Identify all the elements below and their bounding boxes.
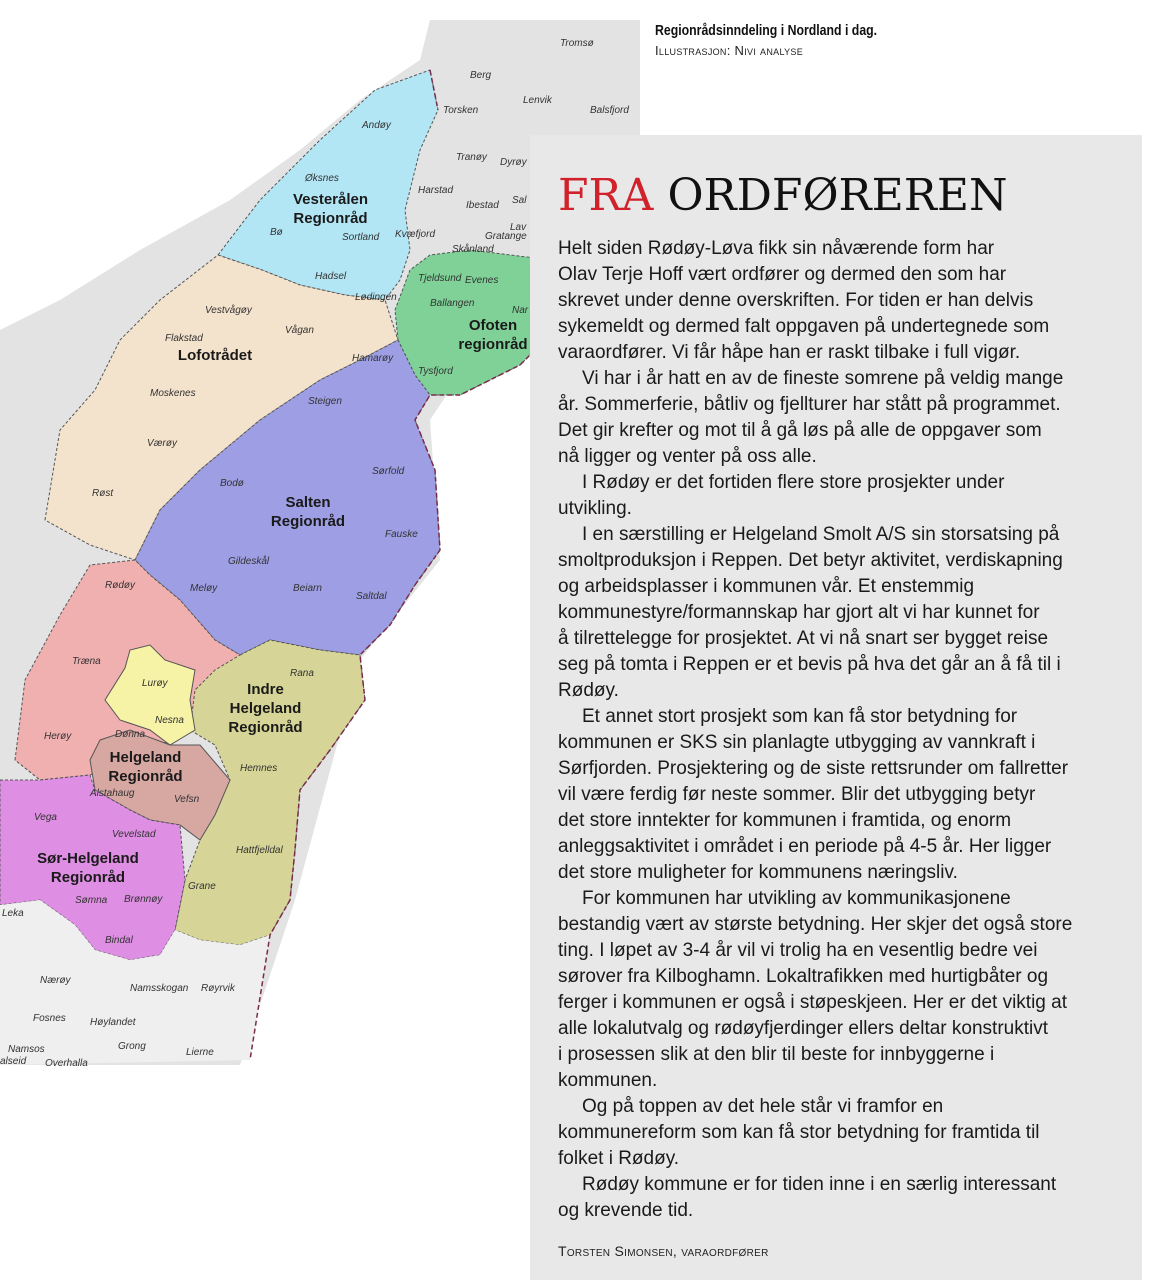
region-label-salten: Salten Regionråd	[270, 494, 346, 530]
article-line: Et annet stort prosjekt som kan få stor betydning for	[582, 706, 1018, 727]
map-caption	[655, 22, 1135, 58]
article-line: det store inntekter for kommunen i framtida, og enorm	[558, 810, 1012, 831]
place-label: Meløy	[190, 583, 218, 594]
article-line: og arbeidsplasser i kommunen vår. Et enstemmig	[558, 576, 975, 597]
place-label: Steigen	[308, 396, 342, 407]
article-line: kommunen.	[558, 1070, 658, 1091]
place-label: Harstad	[418, 185, 454, 196]
place-label: Vega	[34, 812, 57, 823]
place-label: Høylandet	[90, 1017, 136, 1028]
place-label: alseid	[0, 1056, 27, 1067]
caption-credit: Illustrasjon: Nivi analyse	[655, 43, 804, 58]
article-body	[558, 236, 1128, 1224]
article-line: kommunestyre/formannskap har gjort alt vi har kunnet for	[558, 602, 1040, 623]
place-label: Lenvik	[523, 95, 552, 106]
place-label: Lødingen	[355, 292, 397, 303]
article-line: For kommunen har utvikling av kommunikasjonene	[582, 888, 1011, 909]
place-label: Tjeldsund	[418, 273, 462, 284]
place-label: Overhalla	[45, 1058, 88, 1069]
article-line: ferger i kommunen er også i støpeskjeen. Her er det viktig at	[558, 992, 1068, 1013]
heading-accent: FRA	[558, 170, 654, 221]
place-label: Grong	[118, 1041, 146, 1052]
article-line: kommunen er SKS sin planlagte utbygging av vannkraft i	[558, 732, 1036, 753]
place-label: Flakstad	[165, 333, 203, 344]
article-line: Helt siden Rødøy-Løva fikk sin nåværende form har	[558, 238, 995, 259]
place-label: Træna	[72, 656, 101, 667]
place-label: Dyrøy	[500, 157, 527, 168]
region-label-vesteralen: Vesterålen Regionråd	[292, 191, 369, 227]
place-label: Øksnes	[305, 173, 339, 184]
place-label: Bindal	[105, 935, 133, 946]
article-line: i prosessen slik at den blir til beste for innbyggerne i	[558, 1044, 995, 1065]
place-label: Leka	[2, 908, 24, 919]
region-label-lofoten: Lofotrådet	[177, 347, 253, 364]
place-label: Røst	[92, 488, 114, 499]
article-line: varaordfører. Vi får håpe han er raskt tilbake i full vigør.	[558, 342, 1021, 363]
article-line: kommunereform som kan få stor betydning for framtida til	[558, 1122, 1040, 1143]
place-label: Vestvågøy	[205, 305, 252, 316]
place-label: Namsskogan	[130, 983, 189, 994]
place-label: Ballangen	[430, 298, 475, 309]
place-label: Dønna	[115, 729, 146, 740]
place-label: Sørfold	[372, 466, 405, 477]
place-label: Vevelstad	[112, 829, 156, 840]
region-label-helgeland: Helgeland Regionråd	[108, 749, 183, 785]
place-label: Lierne	[186, 1047, 214, 1058]
article-line: nå ligger og venter på oss alle.	[558, 446, 817, 467]
article-line: skrevet under denne overskriften. For tiden er han delvis	[558, 290, 1034, 311]
place-label: Vefsn	[174, 794, 200, 805]
place-label: Alstahaug	[90, 788, 135, 799]
place-label: Rødøy	[105, 580, 135, 591]
place-label: Vågan	[285, 325, 314, 336]
article-line: Og på toppen av det hele står vi framfor en	[582, 1096, 944, 1117]
place-label: Kvæfjord	[395, 229, 436, 240]
article-line: alle lokalutvalg og rødøyfjerdinger ellers deltar konstruktivt	[558, 1018, 1048, 1039]
article-line: Det gir krefter og mot til å gå løs på alle de oppgaver som	[558, 420, 1042, 441]
article-line: å tilrettelegge for prosjektet. At vi nå snart ser bygget reise	[558, 628, 1049, 649]
place-label: Skånland	[452, 244, 494, 255]
article-line: Olav Terje Hoff vært ordfører og dermed den som har	[558, 264, 1007, 285]
place-label: Ibestad	[466, 200, 499, 211]
place-label: Tranøy	[456, 152, 487, 163]
place-label: Hamarøy	[352, 353, 394, 364]
article-line: smoltproduksjon i Reppen. Det betyr aktivitet, verdiskapning	[558, 550, 1063, 571]
article-line: år. Sommerferie, båtliv og fjellturer har stått på programmet.	[558, 394, 1061, 415]
article-line: ting. I løpet av 3-4 år vil vi trolig ha en vesentlig bedre vei	[558, 940, 1038, 961]
place-label: Nærøy	[40, 975, 71, 986]
place-label: Fosnes	[33, 1013, 66, 1024]
place-label: Værøy	[147, 438, 177, 449]
article-line: og krevende tid.	[558, 1200, 694, 1221]
place-label: Torsken	[443, 105, 479, 116]
place-label: Gildeskål	[228, 556, 270, 567]
caption-title: Regionrådsinndeling i Nordland i dag.	[655, 22, 878, 39]
place-label: Fauske	[385, 529, 418, 540]
region-label-indre-helgeland: Indre Helgeland Regionråd	[228, 681, 303, 736]
place-label: Nesna	[155, 715, 184, 726]
place-label: Brønnøy	[124, 894, 163, 905]
heading-main: ORDFØREREN	[667, 170, 1008, 221]
place-label: Moskenes	[150, 388, 196, 399]
place-label: Saltdal	[356, 591, 387, 602]
place-label: Sømna	[75, 895, 108, 906]
place-label: Balsfjord	[590, 105, 629, 116]
article-line: folket i Rødøy.	[558, 1148, 680, 1169]
article-line: I en særstilling er Helgeland Smolt A/S sin storsatsing på	[582, 524, 1060, 545]
place-label: Nar	[512, 305, 529, 316]
place-label: Beiarn	[293, 583, 322, 594]
article-line: Sørfjorden. Prosjektering og de siste rettsrunder om fallretter	[558, 758, 1069, 779]
place-label: Lav	[510, 222, 527, 233]
place-label: Bø	[270, 227, 283, 238]
place-label: Bodø	[220, 478, 244, 489]
place-label: Lurøy	[142, 678, 168, 689]
place-label: Rana	[290, 668, 314, 679]
article-line: seg på tomta i Reppen er et bevis på hva det går an å få til i	[558, 654, 1061, 675]
place-label: Namsos	[8, 1044, 45, 1055]
article-line: anleggsaktivitet i området i en periode på 4-5 år. Her ligger	[558, 836, 1052, 857]
place-label: Herøy	[44, 731, 72, 742]
place-label: Berg	[470, 70, 492, 81]
article-line: bestandig vært av største betydning. Her skjer det også store	[558, 914, 1073, 935]
article-line: sykemeldt og dermed falt oppgaven på undertegnede som	[558, 316, 1050, 337]
article-line: Rødøy kommune er for tiden inne i en særlig interessant	[582, 1174, 1057, 1195]
place-label: Hattfjelldal	[236, 845, 283, 856]
place-label: Gratange	[485, 231, 527, 242]
region-label-ofoten: Ofoten regionråd	[458, 317, 528, 353]
place-label: Tromsø	[560, 38, 594, 49]
place-label: Tysfjord	[418, 366, 453, 377]
place-label: Andøy	[362, 120, 391, 131]
place-label: Røyrvik	[201, 983, 235, 994]
article-line: Rødøy.	[558, 680, 619, 701]
place-label: Sal	[512, 195, 527, 206]
article-line: sørover fra Kilboghamn. Lokaltrafikken med hurtigbåter og	[558, 966, 1049, 987]
article-line: utvikling.	[558, 498, 632, 519]
article-heading	[558, 170, 1008, 221]
place-label: Sortland	[342, 232, 380, 243]
region-label-sor-helgeland: Sør-Helgeland Regionråd	[37, 850, 139, 886]
article-line: det store muligheter for kommunens næringsliv.	[558, 862, 958, 883]
article-signature: Torsten Simonsen, varaordfører	[558, 1243, 769, 1259]
article-line: Vi har i år hatt en av de fineste somrene på veldig mange	[582, 368, 1064, 389]
place-label: Hemnes	[240, 763, 278, 774]
article-line: vil være ferdig før neste sommer. Blir det utbygging betyr	[558, 784, 1036, 805]
article-line: I Rødøy er det fortiden flere store prosjekter under	[582, 472, 1005, 493]
place-label: Grane	[188, 881, 216, 892]
place-label: Evenes	[465, 275, 499, 286]
place-label: Hadsel	[315, 271, 347, 282]
